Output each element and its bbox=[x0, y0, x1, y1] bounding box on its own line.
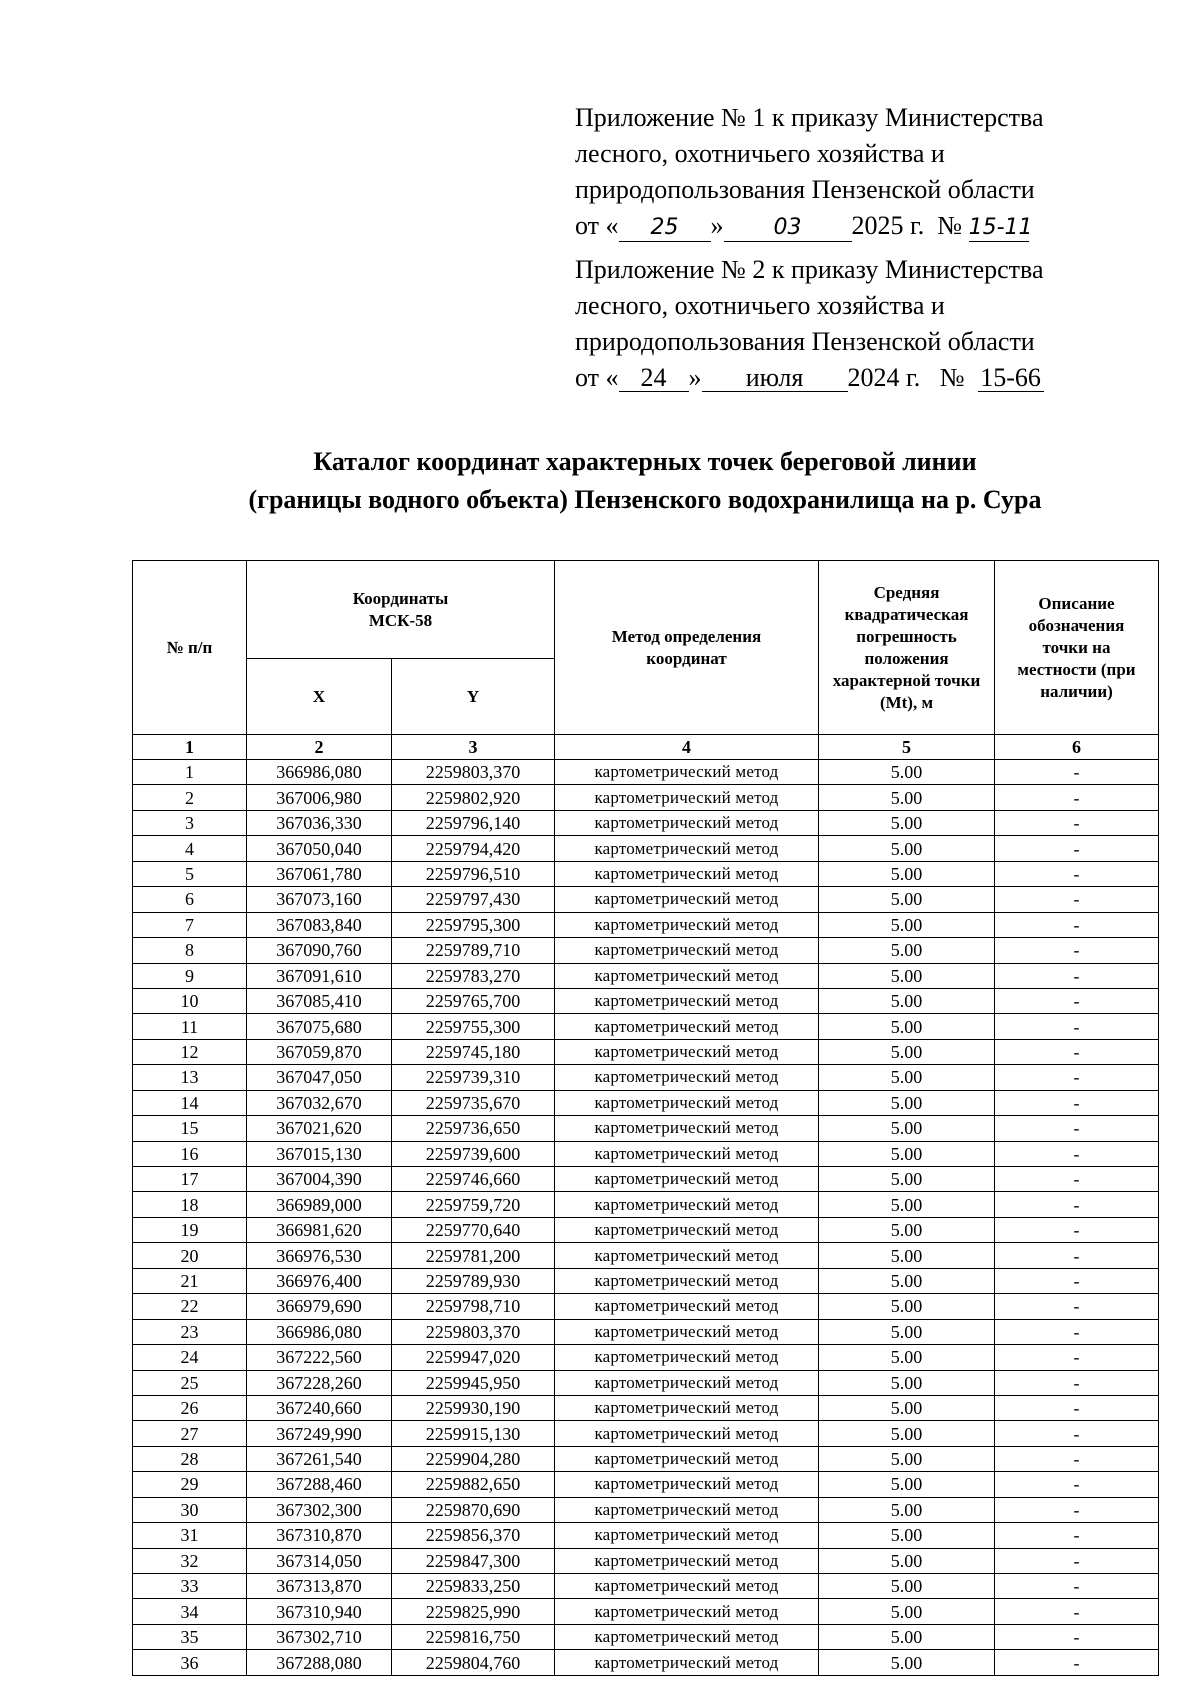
description-cell: - bbox=[995, 1599, 1159, 1624]
method-cell: картометрический метод bbox=[555, 1574, 819, 1599]
point-number-cell: 13 bbox=[133, 1065, 247, 1090]
point-number-cell: 3 bbox=[133, 810, 247, 835]
coord-y-cell: 2259736,650 bbox=[392, 1116, 555, 1141]
coord-x-cell: 367288,460 bbox=[247, 1472, 392, 1497]
mt-error-cell: 5.00 bbox=[819, 1345, 995, 1370]
mt-error-cell: 5.00 bbox=[819, 1116, 995, 1141]
column-number-cell: 6 bbox=[995, 735, 1159, 760]
header-method: Метод определения координат bbox=[555, 561, 819, 735]
appendix1-quote-close: » bbox=[710, 211, 724, 240]
coord-x-cell: 367313,870 bbox=[247, 1574, 392, 1599]
appendix1-number: 15-11 bbox=[968, 215, 1033, 240]
table-row bbox=[133, 988, 1159, 1013]
table-row bbox=[133, 836, 1159, 861]
coord-x-cell: 367288,080 bbox=[247, 1650, 392, 1675]
mt-error-cell: 5.00 bbox=[819, 861, 995, 886]
method-cell: картометрический метод bbox=[555, 938, 819, 963]
mt-error-cell: 5.00 bbox=[819, 1650, 995, 1675]
appendix1-month: 03 bbox=[724, 215, 852, 242]
description-cell: - bbox=[995, 1039, 1159, 1064]
mt-error-cell: 5.00 bbox=[819, 1141, 995, 1166]
method-cell: картометрический метод bbox=[555, 1446, 819, 1471]
mt-error-cell: 5.00 bbox=[819, 1624, 995, 1649]
coord-y-cell: 2259930,190 bbox=[392, 1395, 555, 1420]
description-cell: - bbox=[995, 1268, 1159, 1293]
point-number-cell: 12 bbox=[133, 1039, 247, 1064]
description-cell: - bbox=[995, 1167, 1159, 1192]
coord-y-cell: 2259745,180 bbox=[392, 1039, 555, 1064]
method-cell: картометрический метод bbox=[555, 760, 819, 785]
table-row bbox=[133, 912, 1159, 937]
coord-y-cell: 2259796,140 bbox=[392, 810, 555, 835]
coord-y-cell: 2259755,300 bbox=[392, 1014, 555, 1039]
description-cell: - bbox=[995, 810, 1159, 835]
method-cell: картометрический метод bbox=[555, 1599, 819, 1624]
mt-error-cell: 5.00 bbox=[819, 1167, 995, 1192]
mt-error-cell: 5.00 bbox=[819, 1421, 995, 1446]
appendix1-line2: лесного, охотничьего хозяйства и bbox=[575, 139, 945, 168]
coord-y-cell: 2259882,650 bbox=[392, 1472, 555, 1497]
description-cell: - bbox=[995, 912, 1159, 937]
point-number-cell: 5 bbox=[133, 861, 247, 886]
document-title bbox=[130, 443, 1160, 519]
table-row bbox=[133, 1472, 1159, 1497]
method-cell: картометрический метод bbox=[555, 1548, 819, 1573]
coord-x-cell: 367085,410 bbox=[247, 988, 392, 1013]
appendix2-line2: лесного, охотничьего хозяйства и bbox=[575, 291, 945, 320]
header-x: X bbox=[247, 659, 392, 735]
appendix2-day: 24 bbox=[619, 365, 689, 392]
method-cell: картометрический метод bbox=[555, 912, 819, 937]
method-cell: картометрический метод bbox=[555, 861, 819, 886]
coord-y-cell: 2259945,950 bbox=[392, 1370, 555, 1395]
point-number-cell: 6 bbox=[133, 887, 247, 912]
description-cell: - bbox=[995, 938, 1159, 963]
coord-x-cell: 367228,260 bbox=[247, 1370, 392, 1395]
appendix1-line3: природопользования Пензенской области bbox=[575, 175, 1035, 204]
method-cell: картометрический метод bbox=[555, 1217, 819, 1242]
coord-x-cell: 367249,990 bbox=[247, 1421, 392, 1446]
appendix1-day: 25 bbox=[619, 215, 711, 242]
description-cell: - bbox=[995, 887, 1159, 912]
mt-error-cell: 5.00 bbox=[819, 1497, 995, 1522]
coord-x-cell: 367261,540 bbox=[247, 1446, 392, 1471]
table-row bbox=[133, 1294, 1159, 1319]
table-row bbox=[133, 963, 1159, 988]
point-number-cell: 30 bbox=[133, 1497, 247, 1522]
description-cell: - bbox=[995, 1624, 1159, 1649]
coord-y-cell: 2259795,300 bbox=[392, 912, 555, 937]
table-row bbox=[133, 1116, 1159, 1141]
point-number-cell: 9 bbox=[133, 963, 247, 988]
coord-x-cell: 367047,050 bbox=[247, 1065, 392, 1090]
coord-x-cell: 366986,080 bbox=[247, 760, 392, 785]
coord-x-cell: 367059,870 bbox=[247, 1039, 392, 1064]
coord-x-cell: 367090,760 bbox=[247, 938, 392, 963]
mt-error-cell: 5.00 bbox=[819, 1294, 995, 1319]
description-cell: - bbox=[995, 1192, 1159, 1217]
point-number-cell: 36 bbox=[133, 1650, 247, 1675]
description-cell: - bbox=[995, 1065, 1159, 1090]
table-row bbox=[133, 1650, 1159, 1675]
table-row bbox=[133, 1319, 1159, 1344]
appendix1-line1: Приложение № 1 к приказу Министерства bbox=[575, 103, 1044, 132]
coord-y-cell: 2259735,670 bbox=[392, 1090, 555, 1115]
mt-error-cell: 5.00 bbox=[819, 1014, 995, 1039]
table-row bbox=[133, 1039, 1159, 1064]
point-number-cell: 28 bbox=[133, 1446, 247, 1471]
method-cell: картометрический метод bbox=[555, 1319, 819, 1344]
description-cell: - bbox=[995, 1370, 1159, 1395]
mt-error-cell: 5.00 bbox=[819, 1268, 995, 1293]
mt-error-cell: 5.00 bbox=[819, 887, 995, 912]
point-number-cell: 21 bbox=[133, 1268, 247, 1293]
coord-y-cell: 2259770,640 bbox=[392, 1217, 555, 1242]
description-cell: - bbox=[995, 1548, 1159, 1573]
method-cell: картометрический метод bbox=[555, 1268, 819, 1293]
coord-y-cell: 2259746,660 bbox=[392, 1167, 555, 1192]
appendix2-num-label: № bbox=[939, 363, 965, 392]
method-cell: картометрический метод bbox=[555, 1065, 819, 1090]
method-cell: картометрический метод bbox=[555, 785, 819, 810]
coord-y-cell: 2259798,710 bbox=[392, 1294, 555, 1319]
mt-error-cell: 5.00 bbox=[819, 1243, 995, 1268]
coord-x-cell: 367240,660 bbox=[247, 1395, 392, 1420]
point-number-cell: 25 bbox=[133, 1370, 247, 1395]
coord-y-cell: 2259759,720 bbox=[392, 1192, 555, 1217]
table-row bbox=[133, 1421, 1159, 1446]
coord-x-cell: 367302,300 bbox=[247, 1497, 392, 1522]
mt-error-cell: 5.00 bbox=[819, 1090, 995, 1115]
mt-error-cell: 5.00 bbox=[819, 1523, 995, 1548]
header-num: № п/п bbox=[133, 561, 247, 735]
mt-error-cell: 5.00 bbox=[819, 1395, 995, 1420]
point-number-cell: 17 bbox=[133, 1167, 247, 1192]
mt-error-cell: 5.00 bbox=[819, 1472, 995, 1497]
method-cell: картометрический метод bbox=[555, 988, 819, 1013]
table-row bbox=[133, 1446, 1159, 1471]
point-number-cell: 7 bbox=[133, 912, 247, 937]
point-number-cell: 34 bbox=[133, 1599, 247, 1624]
description-cell: - bbox=[995, 1421, 1159, 1446]
mt-error-cell: 5.00 bbox=[819, 810, 995, 835]
coord-y-cell: 2259833,250 bbox=[392, 1574, 555, 1599]
point-number-cell: 26 bbox=[133, 1395, 247, 1420]
point-number-cell: 2 bbox=[133, 785, 247, 810]
coord-y-cell: 2259825,990 bbox=[392, 1599, 555, 1624]
coord-y-cell: 2259915,130 bbox=[392, 1421, 555, 1446]
description-cell: - bbox=[995, 1523, 1159, 1548]
table-row bbox=[133, 1167, 1159, 1192]
coord-x-cell: 367314,050 bbox=[247, 1548, 392, 1573]
mt-error-cell: 5.00 bbox=[819, 1319, 995, 1344]
method-cell: картометрический метод bbox=[555, 1039, 819, 1064]
method-cell: картометрический метод bbox=[555, 1370, 819, 1395]
appendix2-quote-close: » bbox=[688, 363, 702, 392]
table-row bbox=[133, 1548, 1159, 1573]
appendix1-year: 2025 г. bbox=[851, 211, 925, 240]
mt-error-cell: 5.00 bbox=[819, 1548, 995, 1573]
point-number-cell: 16 bbox=[133, 1141, 247, 1166]
method-cell: картометрический метод bbox=[555, 1014, 819, 1039]
coord-y-cell: 2259847,300 bbox=[392, 1548, 555, 1573]
coord-y-cell: 2259870,690 bbox=[392, 1497, 555, 1522]
coord-y-cell: 2259765,700 bbox=[392, 988, 555, 1013]
mt-error-cell: 5.00 bbox=[819, 1599, 995, 1624]
header-coords: Координаты МСК-58 bbox=[247, 561, 555, 659]
appendix2-number: 15-66 bbox=[978, 365, 1044, 392]
coord-y-cell: 2259739,600 bbox=[392, 1141, 555, 1166]
point-number-cell: 4 bbox=[133, 836, 247, 861]
coord-y-cell: 2259794,420 bbox=[392, 836, 555, 861]
point-number-cell: 33 bbox=[133, 1574, 247, 1599]
method-cell: картометрический метод bbox=[555, 1167, 819, 1192]
point-number-cell: 31 bbox=[133, 1523, 247, 1548]
method-cell: картометрический метод bbox=[555, 887, 819, 912]
table-row bbox=[133, 810, 1159, 835]
description-cell: - bbox=[995, 1574, 1159, 1599]
appendix2-month: июля bbox=[702, 365, 848, 392]
description-cell: - bbox=[995, 1141, 1159, 1166]
coord-y-cell: 2259856,370 bbox=[392, 1523, 555, 1548]
header-y: Y bbox=[392, 659, 555, 735]
header-description: Описание обозначения точки на местности (при наличии) bbox=[995, 561, 1159, 735]
table-row bbox=[133, 1370, 1159, 1395]
coord-x-cell: 367091,610 bbox=[247, 963, 392, 988]
mt-error-cell: 5.00 bbox=[819, 938, 995, 963]
coord-x-cell: 367310,940 bbox=[247, 1599, 392, 1624]
coord-x-cell: 367015,130 bbox=[247, 1141, 392, 1166]
coord-y-cell: 2259797,430 bbox=[392, 887, 555, 912]
mt-error-cell: 5.00 bbox=[819, 836, 995, 861]
coord-x-cell: 367004,390 bbox=[247, 1167, 392, 1192]
coord-x-cell: 366976,400 bbox=[247, 1268, 392, 1293]
appendix1-num-label: № bbox=[937, 211, 963, 240]
point-number-cell: 15 bbox=[133, 1116, 247, 1141]
coord-y-cell: 2259739,310 bbox=[392, 1065, 555, 1090]
coord-x-cell: 367302,710 bbox=[247, 1624, 392, 1649]
table-row bbox=[133, 861, 1159, 886]
description-cell: - bbox=[995, 1116, 1159, 1141]
coord-x-cell: 367073,160 bbox=[247, 887, 392, 912]
coord-y-cell: 2259947,020 bbox=[392, 1345, 555, 1370]
method-cell: картометрический метод bbox=[555, 1345, 819, 1370]
point-number-cell: 20 bbox=[133, 1243, 247, 1268]
appendix2-line3: природопользования Пензенской области bbox=[575, 327, 1035, 356]
table-row bbox=[133, 1243, 1159, 1268]
table-row bbox=[133, 1395, 1159, 1420]
coord-y-cell: 2259803,370 bbox=[392, 760, 555, 785]
mt-error-cell: 5.00 bbox=[819, 1370, 995, 1395]
description-cell: - bbox=[995, 1014, 1159, 1039]
table-row bbox=[133, 1014, 1159, 1039]
title-line2: (границы водного объекта) Пензенского водохранилища на р. Сура bbox=[248, 485, 1042, 514]
point-number-cell: 24 bbox=[133, 1345, 247, 1370]
description-cell: - bbox=[995, 1395, 1159, 1420]
description-cell: - bbox=[995, 1446, 1159, 1471]
point-number-cell: 8 bbox=[133, 938, 247, 963]
table-row bbox=[133, 785, 1159, 810]
description-cell: - bbox=[995, 1472, 1159, 1497]
appendix2-year: 2024 г. bbox=[847, 363, 921, 392]
coord-x-cell: 367075,680 bbox=[247, 1014, 392, 1039]
mt-error-cell: 5.00 bbox=[819, 1217, 995, 1242]
table-row bbox=[133, 760, 1159, 785]
method-cell: картометрический метод bbox=[555, 1090, 819, 1115]
mt-error-cell: 5.00 bbox=[819, 963, 995, 988]
description-cell: - bbox=[995, 785, 1159, 810]
appendix2-from-label: от « bbox=[575, 363, 619, 392]
table-row bbox=[133, 1497, 1159, 1522]
coord-y-cell: 2259789,930 bbox=[392, 1268, 555, 1293]
mt-error-cell: 5.00 bbox=[819, 988, 995, 1013]
coord-y-cell: 2259802,920 bbox=[392, 785, 555, 810]
point-number-cell: 27 bbox=[133, 1421, 247, 1446]
column-number-cell: 2 bbox=[247, 735, 392, 760]
table-row bbox=[133, 1345, 1159, 1370]
coord-y-cell: 2259816,750 bbox=[392, 1624, 555, 1649]
method-cell: картометрический метод bbox=[555, 1141, 819, 1166]
coord-x-cell: 367083,840 bbox=[247, 912, 392, 937]
coord-x-cell: 366989,000 bbox=[247, 1192, 392, 1217]
coord-y-cell: 2259781,200 bbox=[392, 1243, 555, 1268]
appendix1-date-line bbox=[575, 208, 1115, 244]
point-number-cell: 23 bbox=[133, 1319, 247, 1344]
mt-error-cell: 5.00 bbox=[819, 1039, 995, 1064]
table-row bbox=[133, 1523, 1159, 1548]
title-line1: Каталог координат характерных точек береговой линии bbox=[313, 447, 977, 476]
description-cell: - bbox=[995, 836, 1159, 861]
coord-y-cell: 2259804,760 bbox=[392, 1650, 555, 1675]
method-cell: картометрический метод bbox=[555, 1497, 819, 1522]
coord-x-cell: 367006,980 bbox=[247, 785, 392, 810]
method-cell: картометрический метод bbox=[555, 963, 819, 988]
description-cell: - bbox=[995, 1497, 1159, 1522]
coord-y-cell: 2259796,510 bbox=[392, 861, 555, 886]
description-cell: - bbox=[995, 1345, 1159, 1370]
method-cell: картометрический метод bbox=[555, 1243, 819, 1268]
table-row bbox=[133, 1141, 1159, 1166]
coord-x-cell: 366979,690 bbox=[247, 1294, 392, 1319]
description-cell: - bbox=[995, 861, 1159, 886]
column-number-cell: 3 bbox=[392, 735, 555, 760]
coord-x-cell: 367021,620 bbox=[247, 1116, 392, 1141]
mt-error-cell: 5.00 bbox=[819, 1192, 995, 1217]
description-cell: - bbox=[995, 1319, 1159, 1344]
mt-error-cell: 5.00 bbox=[819, 760, 995, 785]
coord-x-cell: 366981,620 bbox=[247, 1217, 392, 1242]
coord-x-cell: 367032,670 bbox=[247, 1090, 392, 1115]
coord-x-cell: 367310,870 bbox=[247, 1523, 392, 1548]
coord-x-cell: 367036,330 bbox=[247, 810, 392, 835]
description-cell: - bbox=[995, 760, 1159, 785]
table-row bbox=[133, 938, 1159, 963]
table-row bbox=[133, 1574, 1159, 1599]
description-cell: - bbox=[995, 963, 1159, 988]
table-row bbox=[133, 1090, 1159, 1115]
coord-x-cell: 367061,780 bbox=[247, 861, 392, 886]
method-cell: картометрический метод bbox=[555, 810, 819, 835]
coord-x-cell: 367050,040 bbox=[247, 836, 392, 861]
method-cell: картометрический метод bbox=[555, 1650, 819, 1675]
description-cell: - bbox=[995, 1217, 1159, 1242]
coord-x-cell: 367222,560 bbox=[247, 1345, 392, 1370]
method-cell: картометрический метод bbox=[555, 1395, 819, 1420]
point-number-cell: 32 bbox=[133, 1548, 247, 1573]
column-number-cell: 4 bbox=[555, 735, 819, 760]
method-cell: картометрический метод bbox=[555, 836, 819, 861]
table-row bbox=[133, 1217, 1159, 1242]
header-error: Средняя квадратическая погрешность положения характерной точки (Mt), м bbox=[819, 561, 995, 735]
table-row bbox=[133, 1624, 1159, 1649]
description-cell: - bbox=[995, 1090, 1159, 1115]
table-row bbox=[133, 1268, 1159, 1293]
mt-error-cell: 5.00 bbox=[819, 1574, 995, 1599]
method-cell: картометрический метод bbox=[555, 1523, 819, 1548]
point-number-cell: 1 bbox=[133, 760, 247, 785]
column-number-cell: 5 bbox=[819, 735, 995, 760]
point-number-cell: 14 bbox=[133, 1090, 247, 1115]
table-row bbox=[133, 1599, 1159, 1624]
table-row bbox=[133, 887, 1159, 912]
mt-error-cell: 5.00 bbox=[819, 912, 995, 937]
coord-y-cell: 2259803,370 bbox=[392, 1319, 555, 1344]
method-cell: картометрический метод bbox=[555, 1116, 819, 1141]
method-cell: картометрический метод bbox=[555, 1421, 819, 1446]
coord-y-cell: 2259783,270 bbox=[392, 963, 555, 988]
method-cell: картометрический метод bbox=[555, 1472, 819, 1497]
method-cell: картометрический метод bbox=[555, 1624, 819, 1649]
coord-x-cell: 366976,530 bbox=[247, 1243, 392, 1268]
coord-y-cell: 2259789,710 bbox=[392, 938, 555, 963]
mt-error-cell: 5.00 bbox=[819, 1065, 995, 1090]
mt-error-cell: 5.00 bbox=[819, 785, 995, 810]
appendix2-date-line bbox=[575, 360, 1115, 396]
description-cell: - bbox=[995, 1243, 1159, 1268]
table-row bbox=[133, 1192, 1159, 1217]
description-cell: - bbox=[995, 1650, 1159, 1675]
method-cell: картометрический метод bbox=[555, 1294, 819, 1319]
appendix-header bbox=[575, 100, 1115, 396]
point-number-cell: 22 bbox=[133, 1294, 247, 1319]
description-cell: - bbox=[995, 1294, 1159, 1319]
point-number-cell: 18 bbox=[133, 1192, 247, 1217]
table-body bbox=[133, 735, 1159, 1676]
point-number-cell: 19 bbox=[133, 1217, 247, 1242]
method-cell: картометрический метод bbox=[555, 1192, 819, 1217]
coord-y-cell: 2259904,280 bbox=[392, 1446, 555, 1471]
point-number-cell: 29 bbox=[133, 1472, 247, 1497]
coord-x-cell: 366986,080 bbox=[247, 1319, 392, 1344]
description-cell: - bbox=[995, 988, 1159, 1013]
mt-error-cell: 5.00 bbox=[819, 1446, 995, 1471]
point-number-cell: 35 bbox=[133, 1624, 247, 1649]
coordinates-table bbox=[132, 560, 1159, 1676]
point-number-cell: 11 bbox=[133, 1014, 247, 1039]
appendix2-line1: Приложение № 2 к приказу Министерства bbox=[575, 255, 1044, 284]
column-number-row bbox=[133, 735, 1159, 760]
point-number-cell: 10 bbox=[133, 988, 247, 1013]
appendix1-from-label: от « bbox=[575, 211, 619, 240]
table-row bbox=[133, 1065, 1159, 1090]
column-number-cell: 1 bbox=[133, 735, 247, 760]
